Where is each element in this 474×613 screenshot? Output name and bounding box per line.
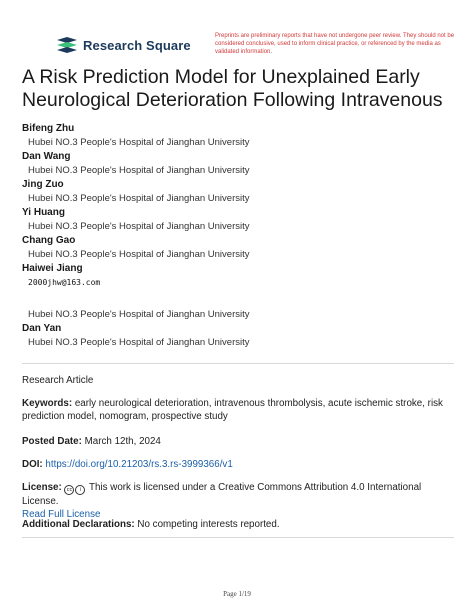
author-affiliation: Hubei NO.3 People's Hospital of Jianghan University xyxy=(28,221,250,232)
author-entry xyxy=(22,150,462,178)
attribution-icon: i xyxy=(75,485,85,495)
author-name[interactable]: Jing Zuo xyxy=(22,179,64,190)
author-name[interactable]: Dan Yan xyxy=(22,323,62,334)
author-entry xyxy=(22,234,462,262)
doi-section xyxy=(22,458,452,471)
declarations-value: No competing interests reported. xyxy=(137,519,280,530)
author-affiliation: Hubei NO.3 People's Hospital of Jianghan University xyxy=(28,193,250,204)
license-text: This work is licensed under a Creative Commons Attribution 4.0 International License. xyxy=(22,482,422,507)
author-affiliation: Hubei NO.3 People's Hospital of Jianghan University xyxy=(28,137,250,148)
posted-date-section xyxy=(22,435,452,448)
author-entry xyxy=(22,122,462,150)
author-entry xyxy=(22,206,462,234)
keywords-label: Keywords: xyxy=(22,398,73,409)
research-square-stripes-icon xyxy=(56,36,78,54)
doi-label: DOI: xyxy=(22,459,43,470)
license-section xyxy=(22,481,452,521)
license-label: License: xyxy=(22,482,62,493)
author-email[interactable] xyxy=(22,276,462,306)
page-number: Page 1/19 xyxy=(223,590,251,598)
author-affiliation: Hubei NO.3 People's Hospital of Jianghan University xyxy=(28,337,250,348)
author-list xyxy=(22,122,462,350)
author-affiliation: Hubei NO.3 People's Hospital of Jianghan University xyxy=(28,309,250,320)
divider xyxy=(22,363,454,364)
keywords-value: early neurological deterioration, intravenous thrombolysis, acute ischemic stroke, risk prediction model, nomogram, prospective study xyxy=(22,398,443,422)
author-entry xyxy=(22,178,462,206)
keywords-section xyxy=(22,397,452,423)
author-name[interactable]: Chang Gao xyxy=(22,235,76,246)
license-icons[interactable] xyxy=(64,481,86,495)
author-entry xyxy=(22,262,462,322)
declarations-section xyxy=(22,518,452,531)
author-name[interactable]: Bifeng Zhu xyxy=(22,123,75,134)
doi-link[interactable]: https://doi.org/10.21203/rs.3.rs-3999366/v1 xyxy=(45,459,233,470)
author-name[interactable]: Dan Wang xyxy=(22,151,71,162)
paper-title: A Risk Prediction Model for Unexplained Early Neurological Deterioration Following Intravenous xyxy=(22,66,443,111)
author-name[interactable]: Yi Huang xyxy=(22,207,65,218)
creative-commons-icon: cc xyxy=(64,485,74,495)
author-affiliation: Hubei NO.3 People's Hospital of Jianghan University xyxy=(28,165,250,176)
declarations-label: Additional Declarations: xyxy=(22,519,135,530)
brand-name: Research Square xyxy=(83,37,191,53)
page-header xyxy=(0,0,474,60)
research-square-logo[interactable] xyxy=(56,36,191,54)
posted-date-value: March 12th, 2024 xyxy=(84,436,161,447)
author-affiliation: Hubei NO.3 People's Hospital of Jianghan University xyxy=(28,249,250,260)
read-full-license-link[interactable]: Read Full License xyxy=(22,509,101,520)
author-name[interactable]: Haiwei Jiang xyxy=(22,263,83,274)
article-type: Research Article xyxy=(22,375,94,386)
preprint-disclaimer: Preprints are preliminary reports that have not undergone peer review. They should not be considered conclusive, used to inform clinical practice, or referenced by the media as validated information. xyxy=(215,33,455,55)
posted-date-label: Posted Date: xyxy=(22,436,82,447)
author-email-text[interactable]: 2000jhw@163.com xyxy=(28,278,101,287)
author-entry xyxy=(22,322,462,350)
divider xyxy=(22,537,454,538)
